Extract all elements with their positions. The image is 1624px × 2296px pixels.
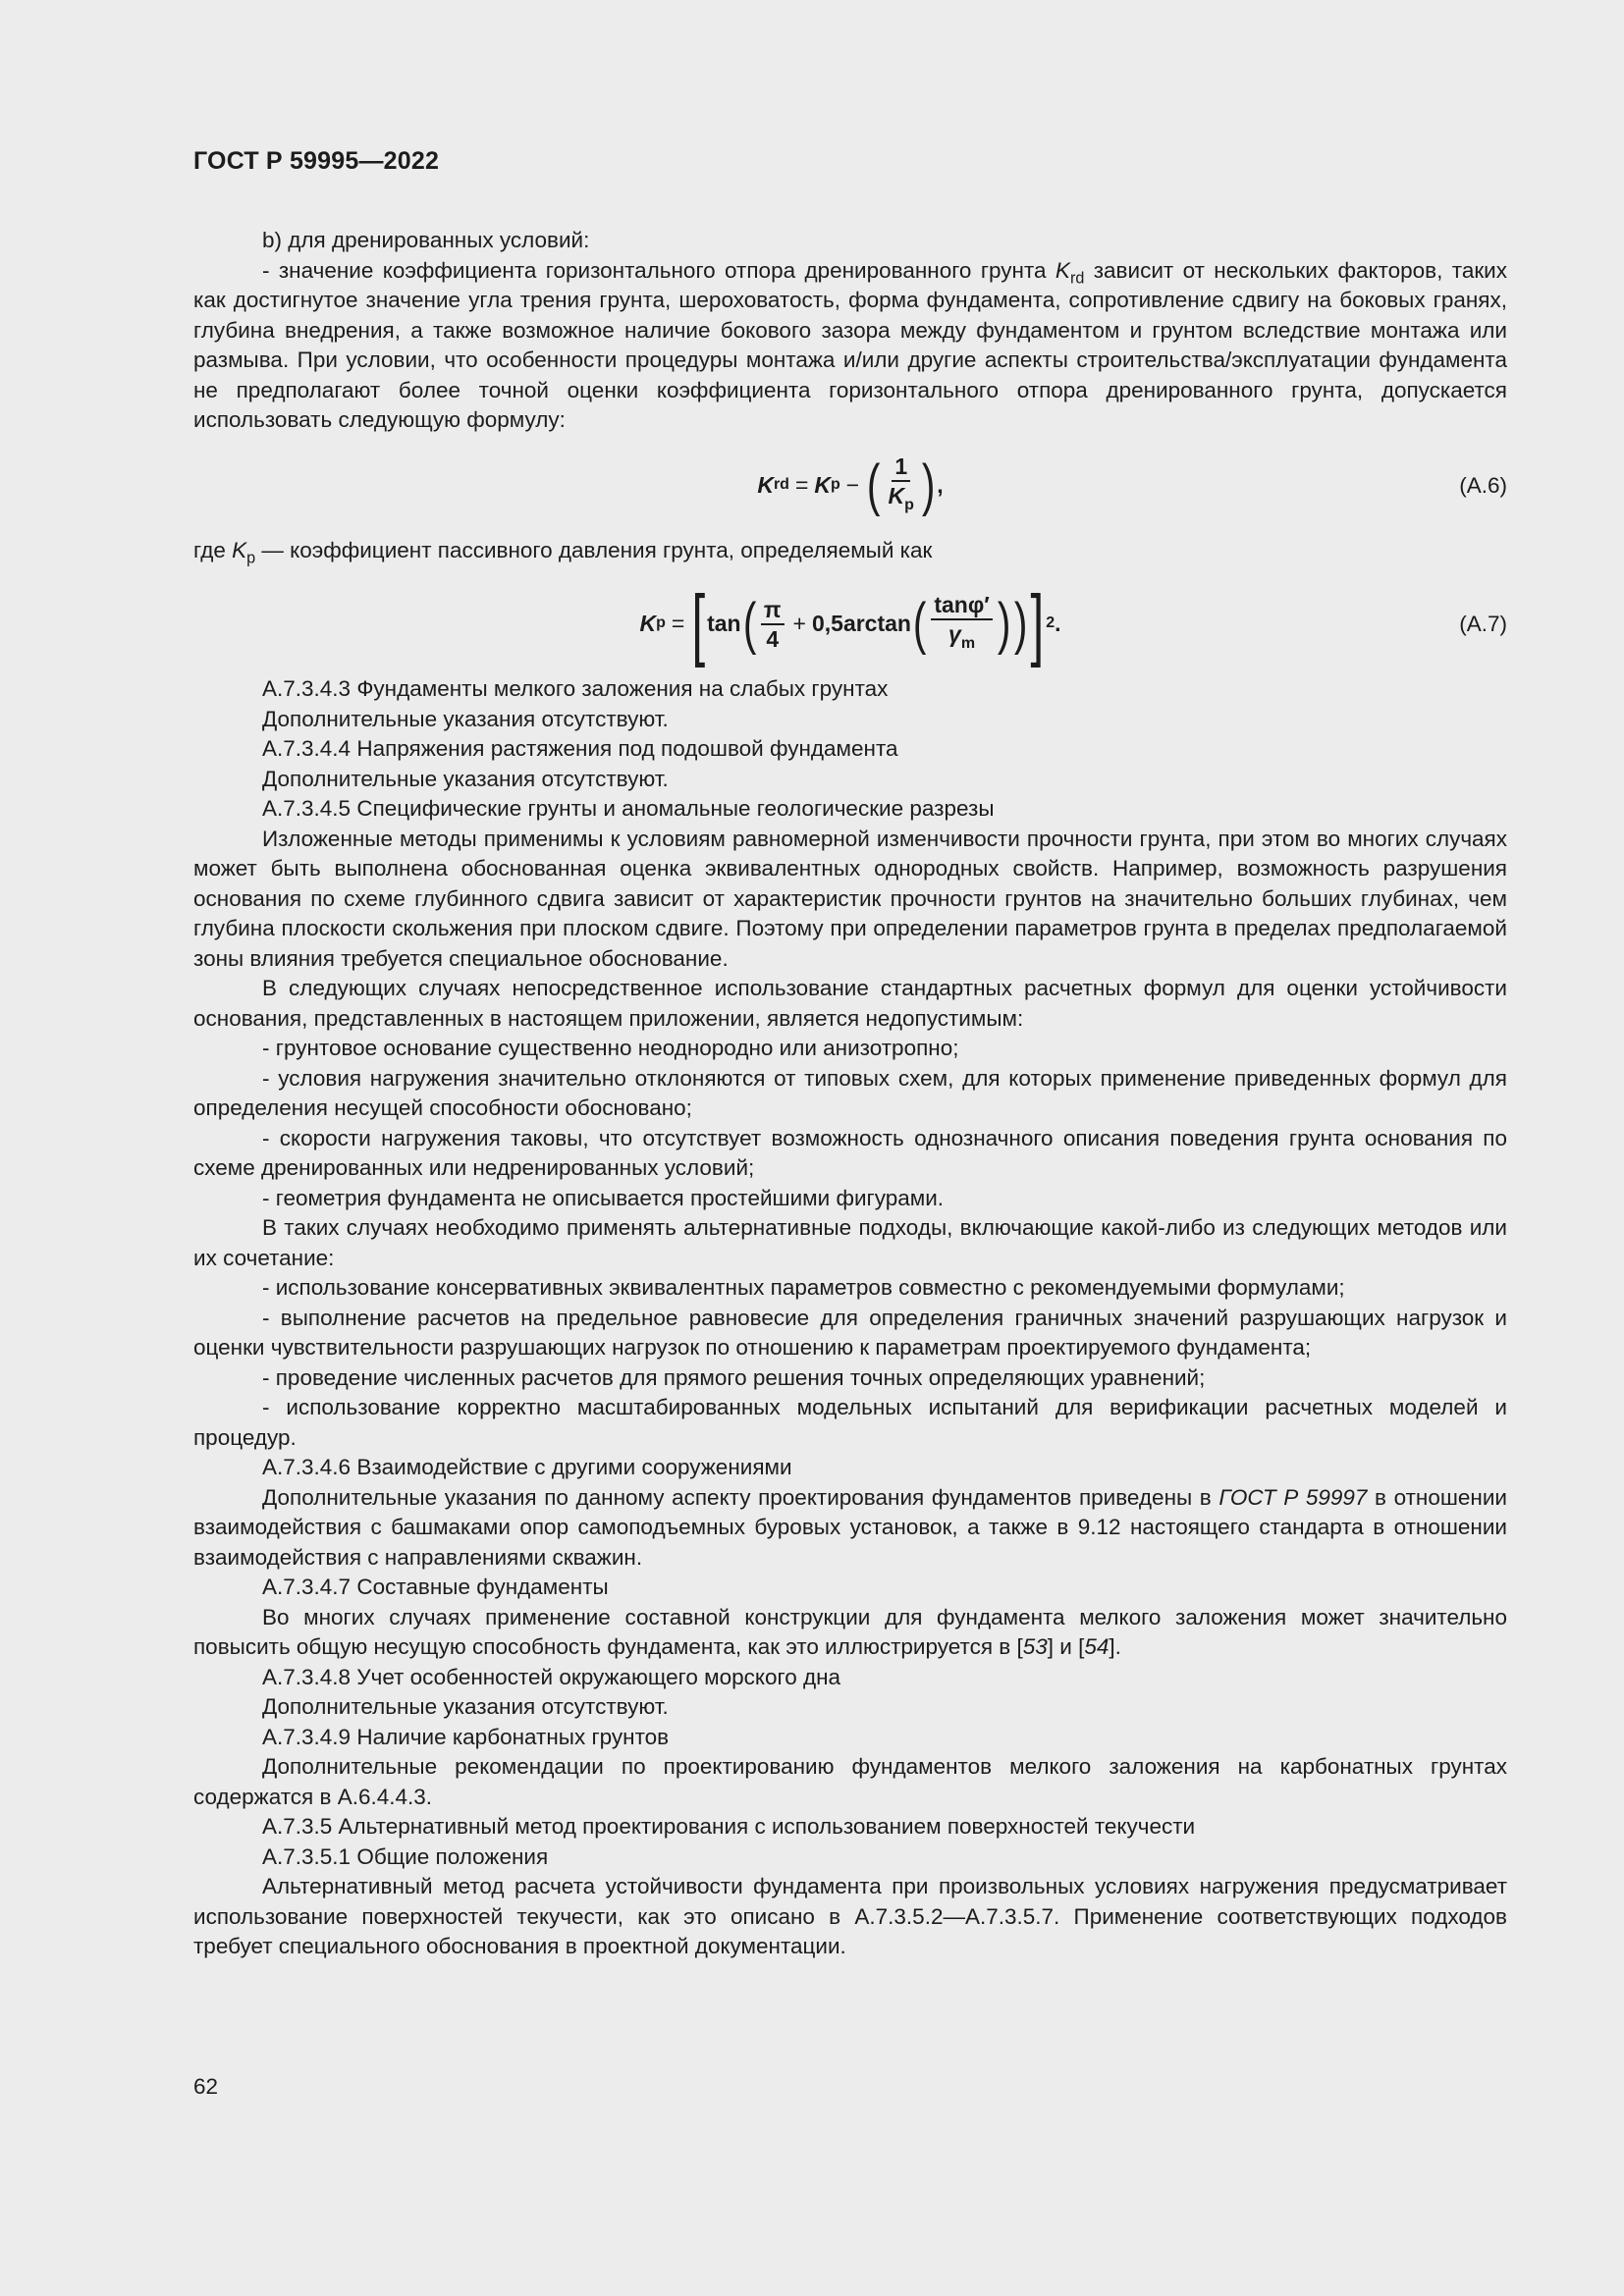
paragraph: В таких случаях необходимо применять альтернативные подходы, включающие какой-либо из следующих методов или их сочетание:: [193, 1215, 1507, 1270]
formula-function: tan: [707, 611, 741, 637]
paragraph-interaction: [193, 1483, 1507, 1574]
formula-subscript: p: [831, 476, 840, 494]
formula-comma: ,: [937, 472, 944, 499]
list-item: - выполнение расчетов на предельное равновесие для определения граничных значений разрушающих нагрузок и оценки чувствительности разрушающих нагрузок по отношению к параметрам проектируемого фундамента;: [193, 1305, 1507, 1360]
formula-left-paren: (: [867, 453, 881, 517]
formula-a7: [193, 573, 1507, 674]
standard-reference-link[interactable]: ГОСТ Р 59997: [1218, 1484, 1368, 1510]
text-segment: в отношении взаимодействия с башмаками опор самоподъемных буровых установок, а также в 9.12 настоящего стандарта в отношении взаимодействия с направлениями скважин.: [193, 1484, 1507, 1570]
formula-fraction: [931, 592, 992, 657]
text-segment: где: [193, 537, 233, 562]
formula-exponent: 2: [1046, 614, 1056, 632]
section-heading: А.7.3.4.8 Учет особенностей окружающего морского дна: [262, 1664, 841, 1689]
formula-symbol: K: [814, 472, 831, 499]
page-body: [193, 226, 1507, 1962]
formula-operator: =: [671, 611, 685, 637]
section-heading: А.7.3.4.7 Составные фундаменты: [262, 1575, 609, 1599]
section-heading: А.7.3.4.9 Наличие карбонатных грунтов: [262, 1724, 670, 1749]
fraction-denominator: 4: [766, 625, 780, 652]
symbol-subscript: rd: [1069, 269, 1085, 288]
formula-subscript: p: [656, 614, 666, 632]
fraction-numerator: tanφ′: [931, 592, 992, 620]
formula-subscript: rd: [773, 476, 789, 494]
paragraph: Дополнительные рекомендации по проектированию фундаментов мелкого заложения на карбонатных грунтах содержатся в А.6.4.4.3.: [193, 1754, 1507, 1809]
paragraph-composite: [193, 1603, 1507, 1663]
section-heading: А.7.3.4.6 Взаимодействие с другими сооружениями: [262, 1455, 792, 1479]
document-header: ГОСТ Р 59995—2022: [193, 147, 440, 175]
section-heading: А.7.3.5.1 Общие положения: [262, 1843, 549, 1869]
paragraph: Альтернативный метод расчета устойчивости фундамента при произвольных условиях нагружения предусматривает использование поверхностей текучести, как это описано в А.7.3.5.2—А.7.3.5.7. Применение соответствующих подходов требует специального обоснования в проектной документации.: [193, 1874, 1507, 1958]
equation-number-a7: (A.7): [1459, 611, 1507, 636]
paragraph: А.7.3.4.3 Фундаменты мелкого заложения на слабых грунтах: [262, 676, 889, 701]
text-segment: ].: [1109, 1634, 1121, 1659]
equation-number-a6: (A.6): [1459, 472, 1507, 498]
fraction-numerator: π: [761, 597, 785, 625]
formula-operator: −: [845, 472, 860, 499]
formula-fraction: [761, 597, 785, 652]
paragraph: А.7.3.4.4 Напряжения растяжения под подошвой фундамента: [262, 736, 898, 761]
formula-symbol: K: [757, 472, 774, 499]
text-segment: Во многих случаях применение составной конструкции для фундамента мелкого заложения может значительно повысить общую несущую способность фундамента, как это иллюстрируется в [: [193, 1604, 1507, 1659]
fraction-numerator: 1: [892, 454, 910, 482]
formula-right-paren: ): [921, 453, 936, 517]
section-items-2: [193, 1663, 1507, 1962]
paragraph: В следующих случаях непосредственное использование стандартных расчетных формул для оценки устойчивости основания, представленных в настоящем приложении, является недопустимым:: [193, 976, 1507, 1031]
list-item: - скорости нагружения таковы, что отсутствует возможность однозначного описания поведения грунта основания по схеме дренированных или недренированных условий;: [193, 1125, 1507, 1180]
symbol-subscript: p: [246, 549, 256, 567]
symbol-k: K: [232, 537, 247, 562]
paragraph-krd-description: [193, 256, 1507, 436]
fraction-denominator: [886, 482, 917, 518]
formula-left-paren: (: [912, 591, 927, 656]
formula-symbol: K: [639, 611, 657, 637]
formula-operator: =: [794, 472, 809, 499]
text-segment: Дополнительные указания по данному аспекту проектирования фундаментов приведены в: [262, 1484, 1219, 1510]
formula-a7-expression: [639, 578, 1061, 668]
list-item: - использование консервативных эквивалентных параметров совместно с рекомендуемыми формулами;: [262, 1275, 1345, 1300]
list-item: - геометрия фундамента не описывается простейшими фигурами.: [262, 1185, 945, 1210]
bibliography-reference[interactable]: 53: [1022, 1634, 1048, 1659]
list-item: - проведение численных расчетов для прямого решения точных определяющих уравнений;: [262, 1364, 1206, 1390]
paragraph-b-intro: b) для дренированных условий:: [262, 228, 590, 252]
list-item: - грунтовое основание существенно неоднородно или анизотропно;: [262, 1036, 959, 1060]
paragraph: А.7.3.4.5 Специфические грунты и аномальные геологические разрезы: [262, 796, 995, 821]
text-segment: ] и [: [1047, 1634, 1085, 1659]
paragraph: Дополнительные указания отсутствуют.: [262, 766, 669, 791]
paragraph: Изложенные методы применимы к условиям равномерной изменчивости прочности грунта, при этом во многих случаях может быть выполнена обоснованная оценка эквивалентных однородных свойств. Например, возможность разрушения основания по схеме глубинного сдвига зависит от характеристик прочности грунтов на значительно больших глубинах, чем глубина плоскости скольжения при плоском сдвиге. Поэтому при определении параметров грунта в пределах предполагаемой зоны влияния требуется специальное обоснование.: [193, 826, 1507, 971]
formula-symbol: K: [888, 482, 905, 508]
section-heading: А.7.3.5 Альтернативный метод проектирования с использованием поверхностей текучести: [262, 1814, 1196, 1839]
formula-subscript: p: [904, 496, 914, 513]
formula-subscript: m: [960, 634, 976, 652]
bibliography-reference[interactable]: 54: [1084, 1634, 1110, 1659]
text-segment: - значение коэффициента горизонтального отпора дренированного грунта: [262, 257, 1056, 283]
formula-symbol: γ: [948, 620, 961, 647]
text-segment: — коэффициент пассивного давления грунта, определяемый как: [255, 537, 933, 562]
paragraph-where-kp: [193, 536, 1507, 566]
formula-fraction: [886, 454, 917, 518]
formula-operator: +: [792, 611, 806, 637]
formula-left-paren: (: [742, 591, 757, 656]
formula-a6: [193, 436, 1507, 536]
formula-right-paren: ): [997, 591, 1011, 656]
page-number: 62: [193, 2074, 219, 2099]
formula-a6-expression: [757, 454, 943, 518]
paragraph: Дополнительные указания отсутствуют.: [262, 706, 669, 731]
formula-right-bracket: ]: [1030, 578, 1045, 668]
formula-left-bracket: [: [691, 578, 706, 668]
formula-dot: .: [1055, 611, 1061, 637]
formula-function: 0,5arctan: [811, 611, 911, 637]
list-item: - использование корректно масштабированных модельных испытаний для верификации расчетных моделей и процедур.: [193, 1395, 1507, 1450]
paragraph: Дополнительные указания отсутствуют.: [262, 1694, 669, 1719]
section-items: [193, 674, 1507, 1483]
list-item: - условия нагружения значительно отклоняются от типовых схем, для которых применение приведенных формул для определения несущей способности обосновано;: [193, 1065, 1507, 1120]
text-segment: зависит от нескольких факторов, таких как достигнутое значение угла трения грунта, шероховатость, форма фундамента, сопротивление сдвигу на боковых гранях, глубина внедрения, а также возможное наличие бокового зазора между фундаментом и грунтом вследствие монтажа или размыва. При условии, что особенности процедуры монтажа и/или другие аспекты строительства/эксплуатации фундамента не предполагают более точной оценки коэффициента горизонтального отпора дренированного грунта, допускается использовать следующую формулу:: [193, 257, 1507, 432]
formula-right-paren: ): [1014, 591, 1028, 656]
fraction-denominator: [946, 620, 978, 657]
symbol-k: K: [1055, 257, 1070, 283]
